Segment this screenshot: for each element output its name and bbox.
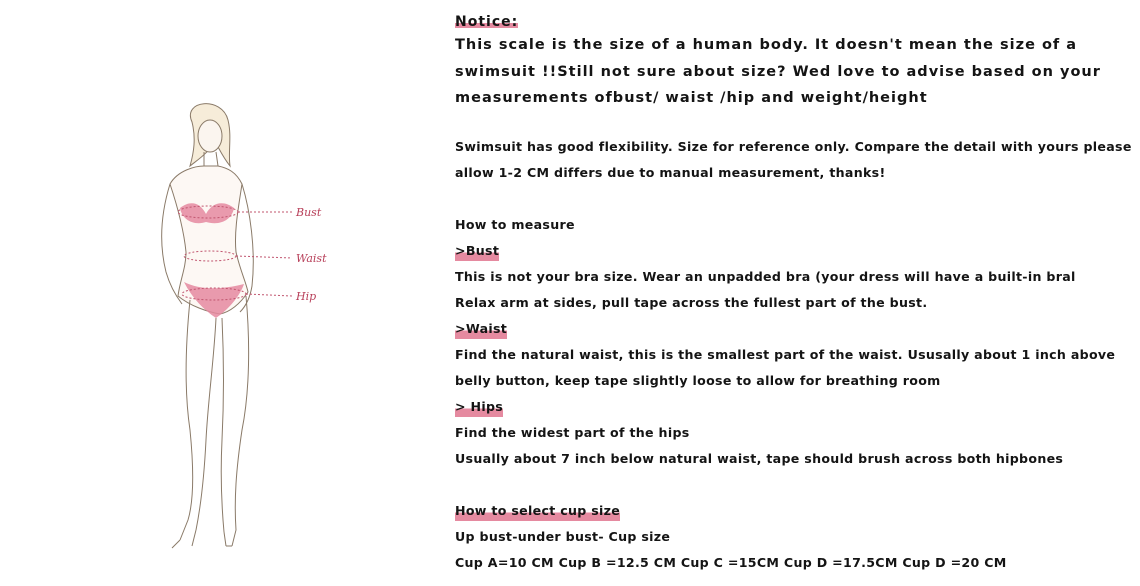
body-figure-svg	[100, 100, 360, 560]
neck	[204, 152, 218, 166]
bust-heading: >Bust	[455, 238, 499, 264]
hip-label: Hip	[296, 290, 317, 303]
left-leg-inner	[196, 318, 216, 530]
body-figure-illustration	[100, 100, 360, 560]
size-guide-text	[455, 10, 1135, 576]
right-leg-inner	[221, 318, 224, 532]
hips-instructions: Find the widest part of the hips Usually about 7 inch below natural waist, tape should brush across both hipbones	[455, 424, 1064, 466]
left-foot	[172, 530, 196, 548]
flexibility-note: Swimsuit has good flexibility. Size for reference only. Compare the detail with yours please allow 1-2 CM differs due to manual measurement, thanks!	[455, 138, 1132, 180]
cup-size-heading: How to select cup size	[455, 498, 620, 524]
hips-heading: > Hips	[455, 394, 503, 420]
hip-pointer	[246, 294, 292, 296]
cup-size-formula: Up bust-under bust- Cup size	[455, 528, 671, 544]
face	[198, 120, 222, 152]
waist-heading: >Waist	[455, 316, 507, 342]
right-leg-outer	[232, 296, 249, 546]
how-to-measure-title: How to measure	[455, 216, 575, 232]
waist-instructions: Find the natural waist, this is the smallest part of the waist. Ususally about 1 inch above belly button, keep tape slightly loose to allow for breathing room	[455, 346, 1116, 388]
notice-title: Notice:	[455, 14, 519, 30]
waist-pointer	[236, 256, 292, 258]
waist-label: Waist	[296, 252, 327, 265]
bust-label: Bust	[296, 206, 322, 219]
right-foot	[224, 532, 232, 546]
bust-instructions: This is not your bra size. Wear an unpadded bra (your dress will have a built-in bral Relax arm at sides, pull tape across the fullest part of the bust.	[455, 268, 1076, 310]
left-leg-outer	[180, 300, 193, 540]
notice-body: This scale is the size of a human body. It doesn't mean the size of a swimsuit !!Still not sure about size? Wed love to advise based on your measurements ofbust/ waist /hip and weight/height	[455, 37, 1101, 106]
cup-size-values: Cup A=10 CM Cup B =12.5 CM Cup C =15CM Cup D =17.5CM Cup D =20 CM	[455, 554, 1007, 570]
